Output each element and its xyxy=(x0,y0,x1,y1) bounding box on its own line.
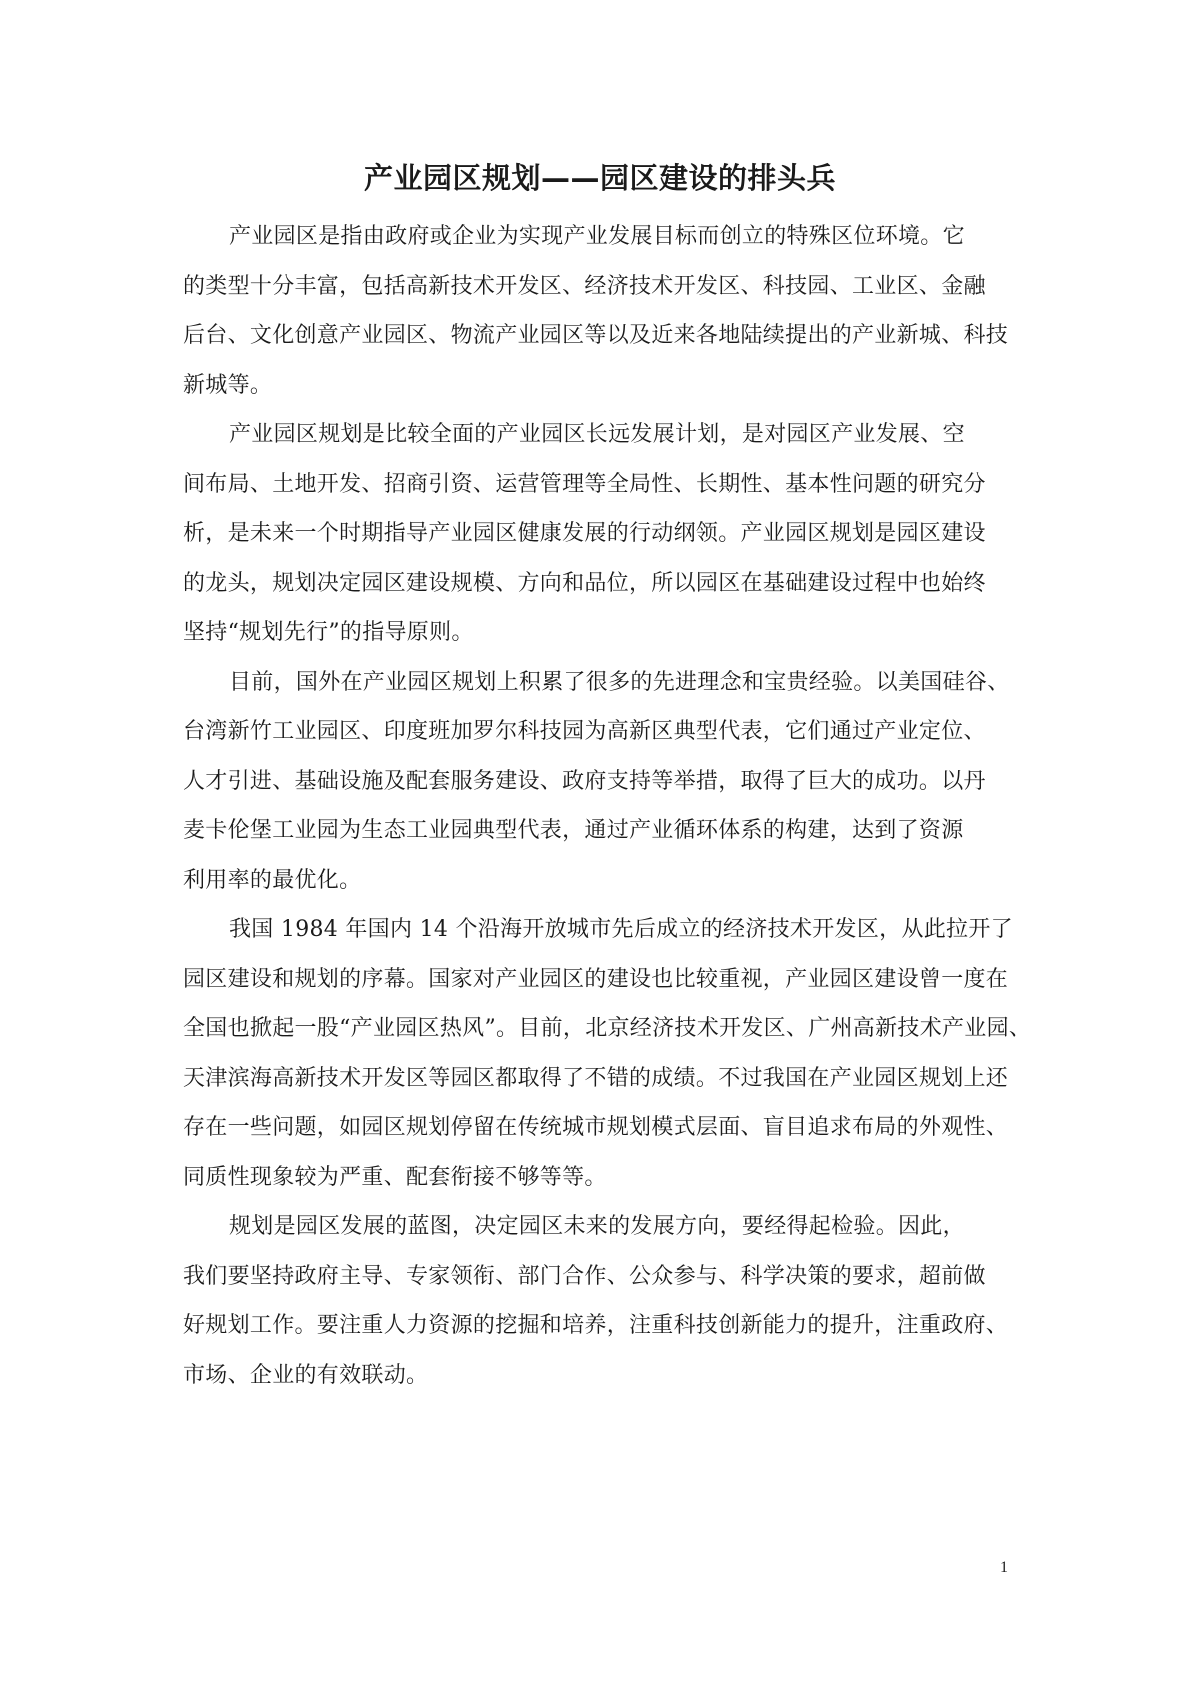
text-line: 好规划工作。要注重人力资源的挖掘和培养，注重科技创新能力的提升，注重政府、 xyxy=(183,1313,1009,1338)
text-line: 利用率的最优化。 xyxy=(183,867,362,893)
text-line: 我国 1984 年国内 14 个沿海开放城市先后成立的经济技术开发区，从此拉开了 xyxy=(229,917,1013,942)
paragraph-intro xyxy=(183,212,1053,410)
text-line: 间布局、土地开发、招商引资、运营管理等全局性、长期性、基本性问题的研究分 xyxy=(183,471,986,497)
text-line: 目前，国外在产业园区规划上积累了很多的先进理念和宝贵经验。以美国硅谷、 xyxy=(229,669,1010,695)
text-line: 台湾新竹工业园区、印度班加罗尔科技园为高新区典型代表，它们通过产业定位、 xyxy=(183,719,986,744)
page-title: 产业园区规划——园区建设的排头兵 xyxy=(363,161,836,195)
paragraph-domestic-history xyxy=(183,905,1053,1202)
text-line: 市场、企业的有效联动。 xyxy=(183,1362,429,1388)
text-line: 坚持“规划先行”的指导原则。 xyxy=(183,620,474,645)
text-line: 新城等。 xyxy=(183,372,273,398)
text-line: 存在一些问题，如园区规划停留在传统城市规划模式层面、盲目追求布局的外观性、 xyxy=(183,1115,1009,1140)
text-line: 规划是园区发展的蓝图，决定园区未来的发展方向，要经得起检验。因此， xyxy=(229,1214,965,1239)
text-line: 园区建设和规划的序幕。国家对产业园区的建设也比较重视，产业园区建设曾一度在 xyxy=(183,966,1009,992)
text-line: 产业园区是指由政府或企业为实现产业发展目标而创立的特殊区位环境。它 xyxy=(229,224,965,249)
text-line: 同质性现象较为严重、配套衔接不够等等。 xyxy=(183,1164,607,1190)
text-line: 全国也掀起一股“产业园区热风”。目前，北京经济技术开发区、广州高新技术产业园、 xyxy=(183,1016,1032,1041)
text-line: 析，是未来一个时期指导产业园区健康发展的行动纲领。产业园区规划是园区建设 xyxy=(183,521,986,546)
page-number: 1 xyxy=(1000,1559,1008,1576)
text-line: 麦卡伦堡工业园为生态工业园典型代表，通过产业循环体系的构建，达到了资源 xyxy=(183,818,964,843)
text-line: 后台、文化创意产业园区、物流产业园区等以及近来各地陆续提出的产业新城、科技 xyxy=(183,323,1009,348)
text-line: 的龙头，规划决定园区建设规模、方向和品位，所以园区在基础建设过程中也始终 xyxy=(183,570,986,596)
paragraph-planning xyxy=(183,410,1053,658)
text-line: 人才引进、基础设施及配套服务建设、政府支持等举措，取得了巨大的成功。以丹 xyxy=(183,768,986,794)
text-line: 天津滨海高新技术开发区等园区都取得了不错的成绩。不过我国在产业园区规划上还 xyxy=(183,1065,1009,1091)
text-line: 我们要坚持政府主导、专家领衔、部门合作、公众参与、科学决策的要求，超前做 xyxy=(183,1263,986,1289)
text-line: 产业园区规划是比较全面的产业园区长远发展计划，是对园区产业发展、空 xyxy=(229,422,965,447)
text-line: 的类型十分丰富，包括高新技术开发区、经济技术开发区、科技园、工业区、金融 xyxy=(183,273,986,299)
paragraph-foreign-experience xyxy=(183,658,1053,906)
document-body xyxy=(183,212,1053,1400)
paragraph-conclusion xyxy=(183,1202,1053,1400)
